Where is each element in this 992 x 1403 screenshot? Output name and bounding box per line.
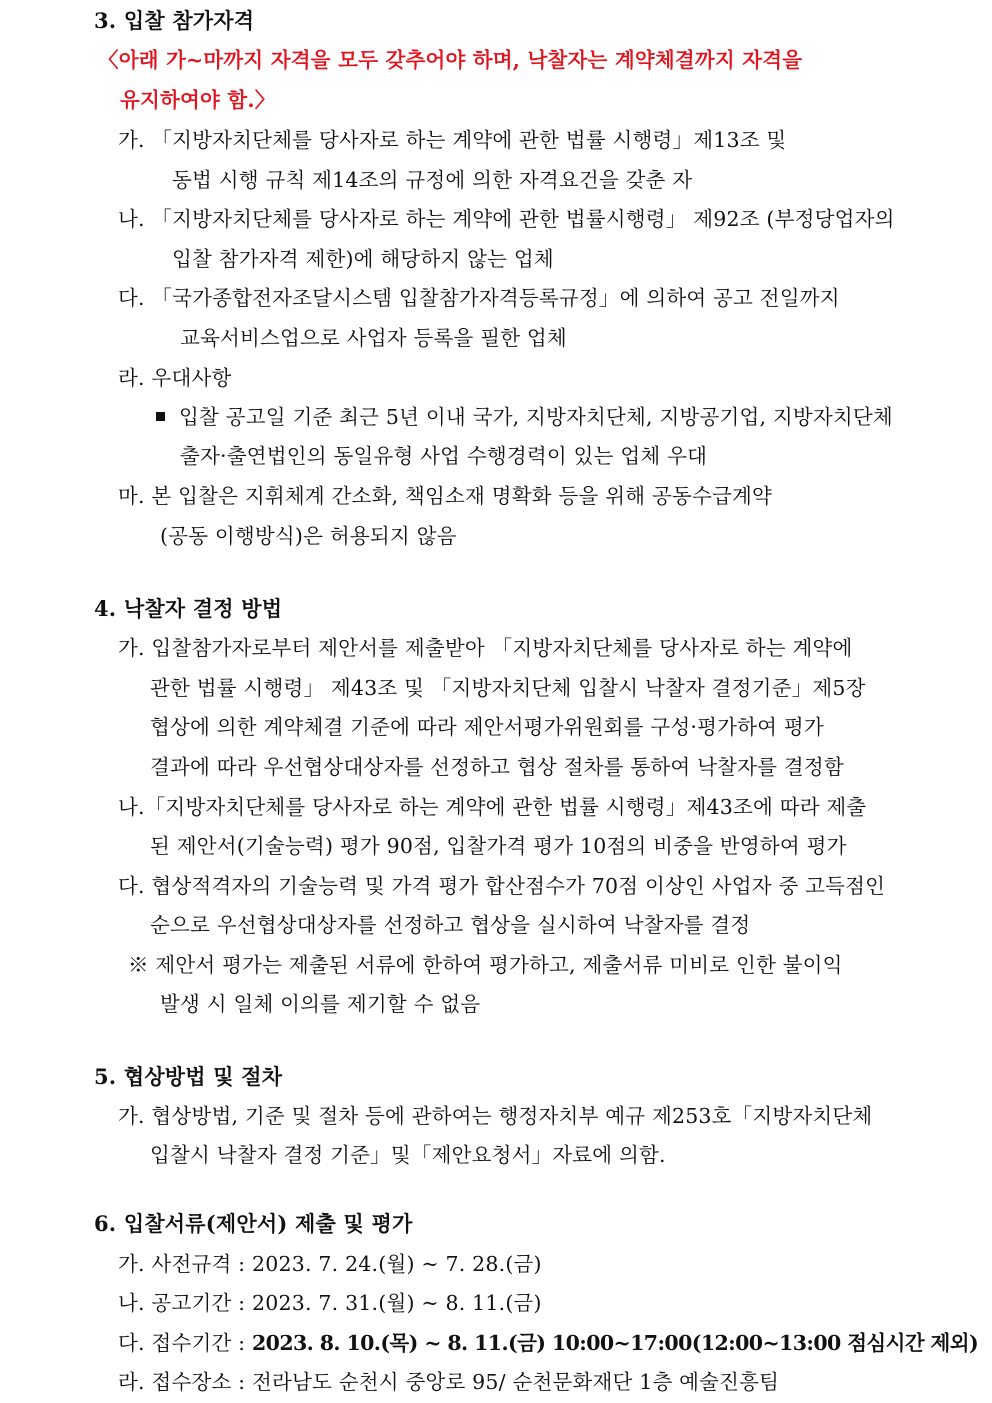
sec6-item-da-value: 2023. 8. 10.(목) ~ 8. 11.(금) 10:00~17:00(12:00~13:00 점심시간 제외) (252, 1331, 979, 1355)
section-3-notice-line-1: 〈아래 가~마까지 자격을 모두 갖추어야 하며, 낙찰자는 계약체결까지 자격을 (98, 48, 803, 72)
sec6-item-da-label: 다. 접수기간 : (118, 1331, 252, 1355)
sec3-bullet-line-2: 출자·출연법인의 동일유형 사업 수행경력이 있는 업체 우대 (180, 444, 708, 468)
sec3-item-ga-line-2: 동법 시행 규칙 제14조의 규정에 의한 자격요건을 갖춘 자 (172, 168, 693, 192)
sec3-item-ra: 라. 우대사항 (118, 366, 232, 390)
square-bullet-icon (156, 412, 165, 421)
sec6-item-ra: 라. 접수장소 : 전라남도 순천시 중앙로 95/ 순천문화재단 1층 예술진흥팀 (118, 1370, 780, 1394)
sec6-item-na: 나. 공고기간 : 2023. 7. 31.(월) ~ 8. 11.(금) (118, 1291, 542, 1315)
section-3-notice-line-2: 유지하여야 함.〉 (120, 88, 276, 112)
sec4-item-ga-line-2: 관한 법률 시행령」 제43조 및 「지방자치단체 입찰시 낙찰자 결정기준」제5장 (150, 676, 866, 700)
section-3-title: 3. 입찰 참가자격 (94, 8, 255, 33)
sec3-item-na-line-1: 나. 「지방자치단체를 당사자로 하는 계약에 관한 법률시행령」 제92조 (부정당업자의 (118, 207, 895, 231)
bullet-text: 입찰 공고일 기준 최근 5년 이내 국가, 지방자치단체, 지방공기업, 지방자치단체 (179, 405, 893, 429)
section-6-title: 6. 입찰서류(제안서) 제출 및 평가 (94, 1211, 413, 1236)
sec4-item-ga-line-3: 협상에 의한 계약체결 기준에 따라 제안서평가위원회를 구성·평가하여 평가 (150, 715, 824, 739)
section-5-title: 5. 협상방법 및 절차 (94, 1064, 283, 1089)
sec4-item-na-line-1: 나.「지방자치단체를 당사자로 하는 계약에 관한 법률 시행령」제43조에 따라 제출 (118, 795, 867, 819)
sec4-item-ga-line-4: 결과에 따라 우선협상대상자를 선정하고 협상 절차를 통하여 낙찰자를 결정함 (150, 755, 844, 779)
section-4-title: 4. 낙찰자 결정 방법 (94, 596, 283, 621)
sec3-item-ma-line-1: 마. 본 입찰은 지휘체계 간소화, 책임소재 명확화 등을 위해 공동수급계약 (118, 484, 772, 508)
sec3-item-na-line-2: 입찰 참가자격 제한)에 해당하지 않는 업체 (172, 247, 554, 271)
sec3-item-ma-line-2: (공동 이행방식)은 허용되지 않음 (160, 524, 457, 548)
sec5-item-ga-line-2: 입찰시 낙찰자 결정 기준」및「제안요청서」자료에 의함. (150, 1143, 666, 1167)
sec3-item-da-line-2: 교육서비스업으로 사업자 등록을 필한 업체 (180, 326, 567, 350)
sec4-item-ga-line-1: 가. 입찰참가자로부터 제안서를 제출받아 「지방자치단체를 당사자로 하는 계약에 (118, 636, 853, 660)
sec3-item-ga-line-1: 가. 「지방자치단체를 당사자로 하는 계약에 관한 법률 시행령」제13조 및 (118, 128, 787, 152)
sec4-item-da-line-2: 순으로 우선협상대상자를 선정하고 협상을 실시하여 낙찰자를 결정 (150, 913, 751, 937)
sec4-note-line-2: 발생 시 일체 이의를 제기할 수 없음 (160, 992, 481, 1016)
sec5-item-ga-line-1: 가. 협상방법, 기준 및 절차 등에 관하여는 행정자치부 예규 제253호「지방자치단체 (118, 1104, 873, 1128)
sec3-bullet-line-1 (156, 404, 893, 430)
sec4-item-na-line-2: 된 제안서(기술능력) 평가 90점, 입찰가격 평가 10점의 비중을 반영하여 평가 (150, 834, 847, 858)
sec4-item-da-line-1: 다. 협상적격자의 기술능력 및 가격 평가 합산점수가 70점 이상인 사업자 중 고득점인 (118, 874, 886, 898)
sec4-note-line-1: ※ 제안서 평가는 제출된 서류에 한하여 평가하고, 제출서류 미비로 인한 불이익 (128, 953, 843, 977)
sec6-item-da (118, 1330, 978, 1356)
sec6-item-ga: 가. 사전규격 : 2023. 7. 24.(월) ~ 7. 28.(금) (118, 1252, 542, 1276)
sec3-item-da-line-1: 다. 「국가종합전자조달시스템 입찰참가자격등록규정」에 의하여 공고 전일까지 (118, 286, 840, 310)
